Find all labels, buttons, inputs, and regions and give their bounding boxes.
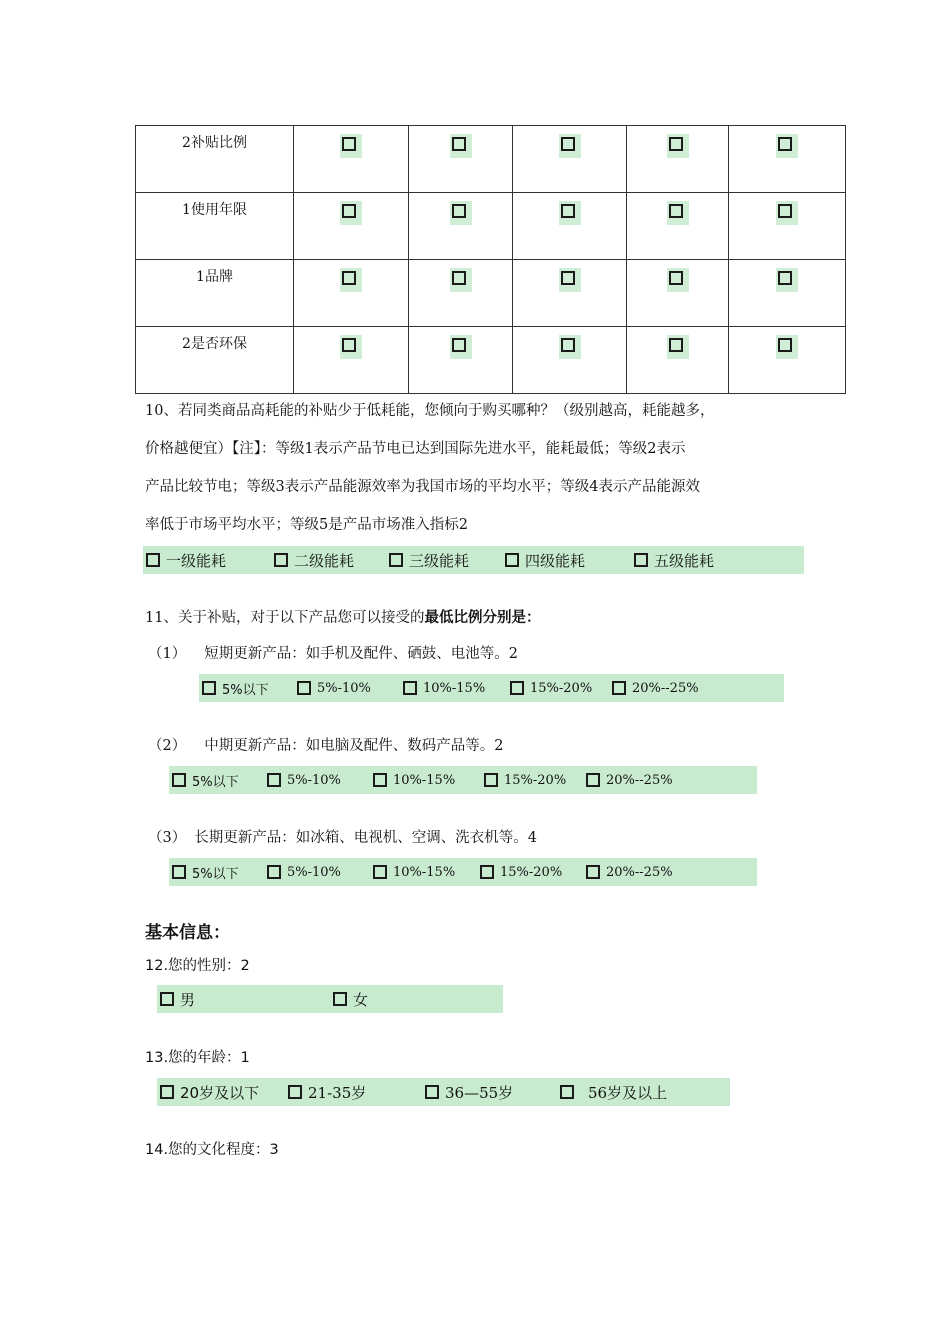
checkbox[interactable]: [373, 773, 387, 787]
option-energy-1[interactable]: [146, 546, 226, 574]
checkbox[interactable]: [160, 992, 174, 1006]
option-label: 一级能耗: [166, 551, 227, 570]
option-label: 20%--25%: [606, 772, 673, 788]
option-energy-2[interactable]: [274, 546, 354, 574]
checkbox[interactable]: [172, 865, 186, 879]
q10-options: [143, 546, 804, 574]
question-14-label: 14.您的文化程度：3: [145, 1142, 279, 1158]
checkbox[interactable]: [389, 553, 403, 567]
checkbox[interactable]: [267, 865, 281, 879]
rating-checkbox[interactable]: [778, 204, 792, 218]
option-label: 56岁及以上: [588, 1083, 668, 1102]
sub-text: 长期更新产品：如冰箱、电视机、空调、洗衣机等。4: [194, 830, 537, 846]
checkbox[interactable]: [480, 865, 494, 879]
checkbox[interactable]: [333, 992, 347, 1006]
option-label: 五级能耗: [654, 551, 715, 570]
option-label: 36—55岁: [445, 1083, 514, 1102]
option-label: 女: [353, 990, 369, 1009]
checkbox[interactable]: [267, 773, 281, 787]
q10-line: 10、若同类商品高耗能的补贴少于低耗能，您倾向于购买哪种？（级别越高，耗能越多，: [145, 403, 715, 419]
rating-checkbox[interactable]: [561, 338, 575, 352]
q10-line: 率低于市场平均水平；等级5是产品市场准入指标2: [145, 517, 468, 533]
option-10-15[interactable]: [403, 674, 485, 702]
table-row: [136, 193, 846, 260]
option-label: 5%以下: [222, 682, 269, 698]
option-15-20[interactable]: [484, 766, 566, 794]
q11-sub1-options: [199, 674, 784, 702]
checkbox[interactable]: [612, 681, 626, 695]
checkbox[interactable]: [510, 681, 524, 695]
rating-checkbox[interactable]: [669, 137, 683, 151]
q10-line: 产品比较节电；等级3表示产品能源效率为我国市场的平均水平；等级4表示产品能源效: [145, 479, 700, 495]
checkbox[interactable]: [274, 553, 288, 567]
option-label: 15%-20%: [504, 772, 567, 788]
option-energy-5[interactable]: [634, 546, 714, 574]
rating-checkbox[interactable]: [669, 338, 683, 352]
option-label: 20%--25%: [632, 680, 699, 696]
option-female[interactable]: [333, 985, 368, 1013]
option-label: 10%-15%: [393, 864, 456, 880]
rating-checkbox[interactable]: [669, 204, 683, 218]
q11-sub2: [148, 734, 503, 755]
option-label: 三级能耗: [409, 551, 470, 570]
rating-checkbox[interactable]: [561, 137, 575, 151]
option-15-20[interactable]: [480, 858, 562, 886]
checkbox[interactable]: [634, 553, 648, 567]
option-10-15[interactable]: [373, 858, 455, 886]
option-10-15[interactable]: [373, 766, 455, 794]
sub-number: （3）: [148, 830, 187, 846]
option-5-10[interactable]: [297, 674, 371, 702]
option-20-25[interactable]: [612, 674, 699, 702]
q11-sub3-options: [169, 858, 757, 886]
checkbox[interactable]: [505, 553, 519, 567]
table-row: [136, 126, 846, 193]
option-5-below[interactable]: [172, 858, 239, 886]
checkbox[interactable]: [586, 865, 600, 879]
option-label: 10%-15%: [393, 772, 456, 788]
checkbox[interactable]: [586, 773, 600, 787]
rating-checkbox[interactable]: [342, 137, 356, 151]
option-5-below[interactable]: [202, 674, 269, 702]
q11-sub2-options: [169, 766, 757, 794]
rating-checkbox[interactable]: [452, 338, 466, 352]
rating-checkbox[interactable]: [778, 137, 792, 151]
checkbox[interactable]: [484, 773, 498, 787]
sub-text: 中期更新产品：如电脑及配件、数码产品等。2: [204, 738, 504, 754]
option-age-21-35[interactable]: [288, 1078, 366, 1106]
option-label: 四级能耗: [525, 551, 586, 570]
row-label: 1品牌: [136, 260, 294, 327]
rating-checkbox[interactable]: [342, 204, 356, 218]
option-label: 5%-10%: [287, 864, 341, 880]
checkbox[interactable]: [172, 773, 186, 787]
rating-checkbox[interactable]: [452, 137, 466, 151]
question-11-title: [145, 606, 540, 627]
option-20-25[interactable]: [586, 766, 673, 794]
q11-title-bold: 最低比例分别是：: [424, 610, 541, 626]
option-15-20[interactable]: [510, 674, 592, 702]
checkbox[interactable]: [403, 681, 417, 695]
option-label: 20岁及以下: [180, 1083, 260, 1102]
rating-checkbox[interactable]: [669, 271, 683, 285]
option-5-10[interactable]: [267, 766, 341, 794]
option-label: 21-35岁: [308, 1083, 367, 1102]
sub-number: （2）: [148, 738, 187, 754]
option-age-36-55[interactable]: [425, 1078, 513, 1106]
q10-line: 价格越便宜）【注】：等级1表示产品节电已达到国际先进水平，能耗最低；等级2表示: [145, 441, 686, 457]
rating-checkbox[interactable]: [452, 204, 466, 218]
option-label: 15%-20%: [530, 680, 593, 696]
option-label: 15%-20%: [500, 864, 563, 880]
rating-checkbox[interactable]: [452, 271, 466, 285]
checkbox[interactable]: [560, 1085, 574, 1099]
option-label: 5%-10%: [317, 680, 371, 696]
q11-title-prefix: 11、关于补贴，对于以下产品您可以接受的: [145, 610, 425, 626]
option-label: 5%-10%: [287, 772, 341, 788]
option-label: 10%-15%: [423, 680, 486, 696]
table-row: [136, 327, 846, 394]
option-label: 5%以下: [192, 866, 239, 882]
rating-checkbox[interactable]: [561, 271, 575, 285]
rating-checkbox[interactable]: [778, 338, 792, 352]
question-10-text: [145, 392, 815, 544]
row-label: 1使用年限: [136, 193, 294, 260]
table-row: [136, 260, 846, 327]
question-12-label: 12.您的性别：2: [145, 958, 250, 974]
checkbox[interactable]: [146, 553, 160, 567]
option-label: 20%--25%: [606, 864, 673, 880]
checkbox[interactable]: [425, 1085, 439, 1099]
checkbox[interactable]: [160, 1085, 174, 1099]
option-age-20-below[interactable]: [160, 1078, 259, 1106]
rating-checkbox[interactable]: [561, 204, 575, 218]
option-male[interactable]: [160, 985, 195, 1013]
option-energy-3[interactable]: [389, 546, 469, 574]
sub-text: 短期更新产品：如手机及配件、硒鼓、电池等。2: [204, 646, 518, 662]
rating-checkbox[interactable]: [342, 271, 356, 285]
option-label: 二级能耗: [294, 551, 355, 570]
rating-checkbox[interactable]: [342, 338, 356, 352]
rating-checkbox[interactable]: [778, 271, 792, 285]
checkbox[interactable]: [202, 681, 216, 695]
option-age-56-above[interactable]: [560, 1078, 667, 1106]
row-label: 2是否环保: [136, 327, 294, 394]
question-13-label: 13.您的年龄：1: [145, 1050, 250, 1066]
option-label: 5%以下: [192, 774, 239, 790]
option-energy-4[interactable]: [505, 546, 585, 574]
option-5-10[interactable]: [267, 858, 341, 886]
rating-table: [135, 125, 846, 394]
sub-number: （1）: [148, 646, 187, 662]
q11-sub3: [148, 826, 537, 847]
q12-options: [157, 985, 503, 1013]
q13-options: [157, 1078, 730, 1106]
option-5-below[interactable]: [172, 766, 239, 794]
basic-info-heading: 基本信息：: [145, 923, 230, 943]
option-label: 男: [180, 990, 196, 1009]
row-label: 2补贴比例: [136, 126, 294, 193]
checkbox[interactable]: [373, 865, 387, 879]
q11-sub1: [148, 642, 518, 663]
checkbox[interactable]: [297, 681, 311, 695]
checkbox[interactable]: [288, 1085, 302, 1099]
option-20-25[interactable]: [586, 858, 673, 886]
